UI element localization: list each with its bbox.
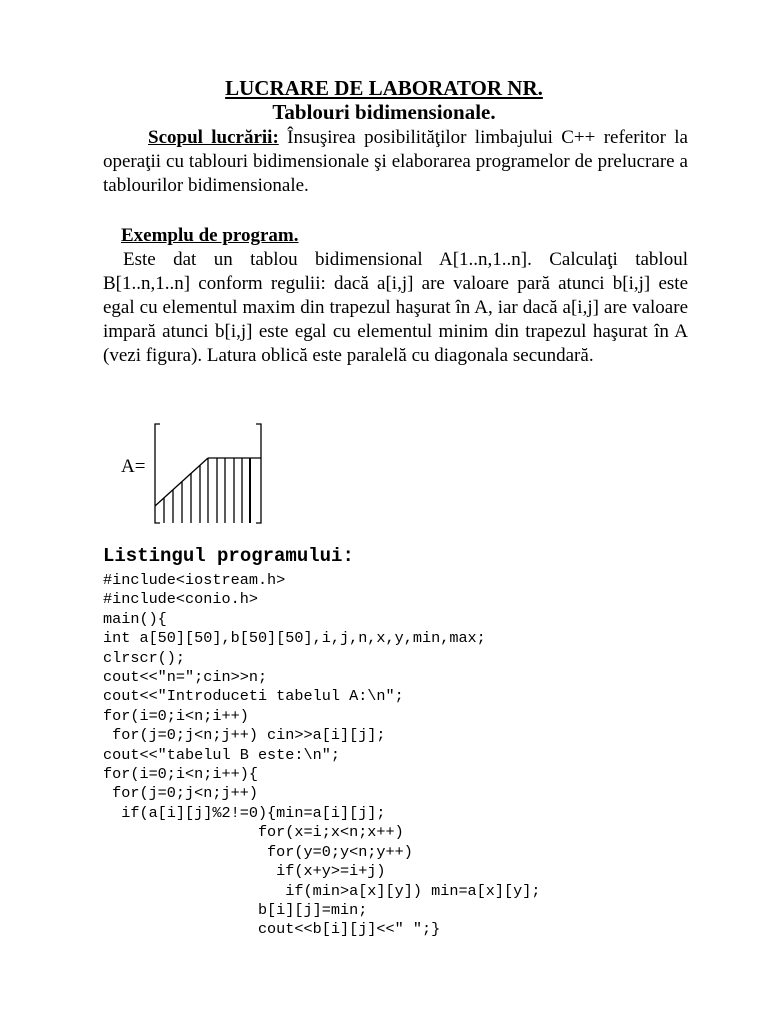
- code-line: int a[50][50],b[50][50],i,j,n,x,y,min,max;: [103, 629, 486, 648]
- hatching: [164, 458, 250, 523]
- trapezoid-figure: [150, 420, 270, 530]
- code-line: cout<<"tabelul B este:\n";: [103, 745, 340, 764]
- code-line: for(j=0;j<n;j++) cin>>a[i][j];: [103, 726, 386, 745]
- lab-subtitle: Tablouri bidimensionale.: [272, 100, 496, 124]
- purpose-label: Scopul lucrării:: [148, 127, 279, 148]
- code-line: cout<<"n=";cin>>n;: [103, 668, 268, 687]
- code-line: b[i][j]=min;: [103, 900, 368, 919]
- code-line: for(x=i;x<n;x++): [103, 823, 404, 842]
- code-line: for(i=0;i<n;i++): [103, 706, 249, 725]
- code-line: clrscr();: [103, 648, 186, 667]
- code-line: cout<<b[i][j]<<" ";}: [103, 920, 441, 939]
- problem-paragraph: [103, 248, 688, 368]
- lab-title: LUCRARE DE LABORATOR NR.: [225, 76, 543, 100]
- code-line: if(x+y>=i+j): [103, 862, 386, 881]
- right-bracket: [256, 424, 261, 523]
- purpose-text: Însuşirea posibilităţilor limbajului C++ referitor la operaţii cu tablouri bidimensionale şi elaborarea programelor de prelucrare a tablourilor bidimensionale.: [103, 127, 688, 196]
- code-line: if(min>a[x][y]) min=a[x][y];: [103, 881, 541, 900]
- code-line: #include<conio.h>: [103, 590, 258, 609]
- code-line: for(i=0;i<n;i++){: [103, 765, 258, 784]
- purpose-paragraph: [103, 126, 688, 198]
- code-listing: [103, 571, 540, 940]
- matrix-label: A=: [121, 456, 146, 477]
- code-line: cout<<"Introduceti tabelul A:\n";: [103, 687, 404, 706]
- listing-heading: Listingul programului:: [103, 545, 354, 567]
- left-bracket: [155, 424, 160, 523]
- problem-text: Este dat un tablou bidimensional A[1..n,1..n]. Calculaţi tabloul B[1..n,1..n] conform regulii: dacă a[i,j] are valoare pară atunci b[i,j] este egal cu elementul maxim din trapezul haşurat în A, iar dacă a[i,j] are valoare impară atunci b[i,j] este egal cu elementul minim din trapezul haşurat în A (vezi figura). Latura oblică este paralelă cu diagonala secundară.: [103, 249, 688, 366]
- code-line: for(j=0;j<n;j++): [103, 784, 258, 803]
- code-line: for(y=0;y<n;y++): [103, 842, 413, 861]
- example-heading: Exemplu de program.: [121, 225, 299, 246]
- code-line: if(a[i][j]%2!=0){min=a[i][j];: [103, 803, 386, 822]
- code-line: main(){: [103, 609, 167, 628]
- code-line: #include<iostream.h>: [103, 571, 286, 589]
